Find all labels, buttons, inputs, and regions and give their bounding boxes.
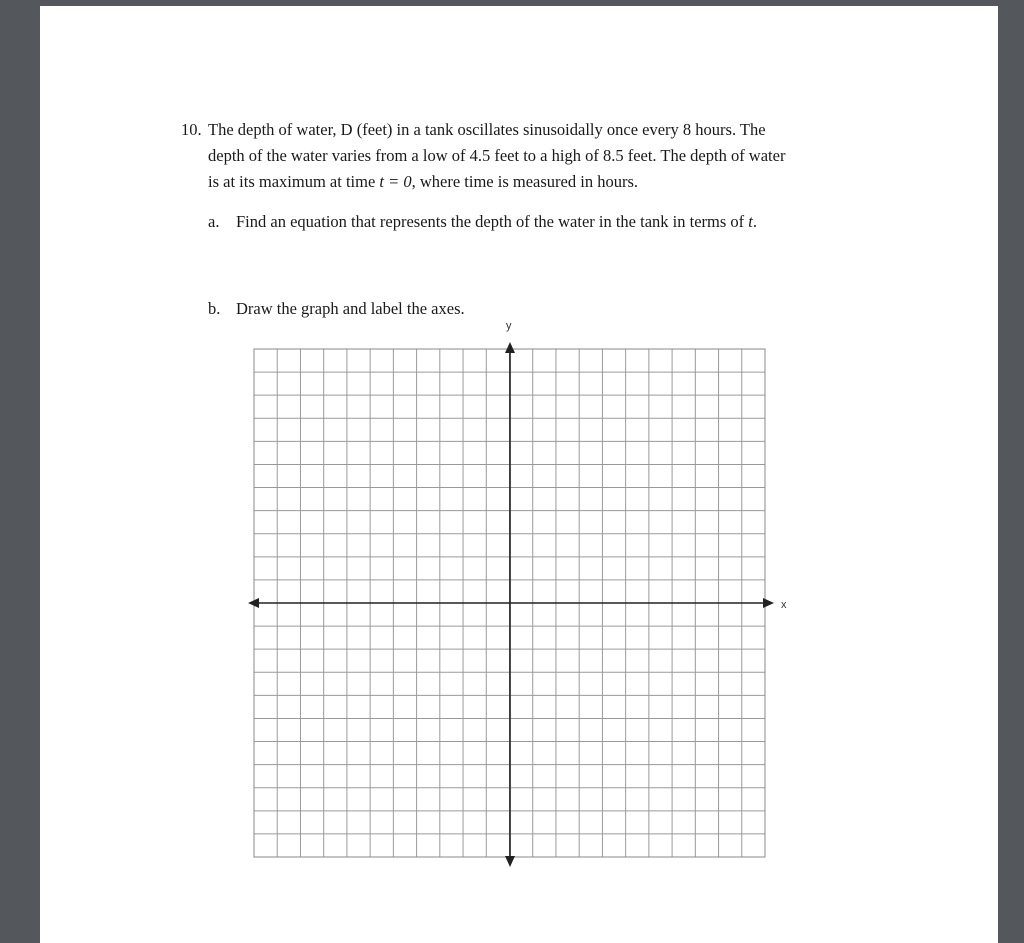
problem-line-3-end: , where time is measured in hours. bbox=[411, 172, 638, 191]
y-axis-label: y bbox=[506, 320, 512, 332]
part-a-period: . bbox=[752, 212, 757, 231]
part-a-letter: a. bbox=[208, 212, 220, 231]
part-b-text: Draw the graph and label the axes. bbox=[236, 299, 465, 318]
part-a-prompt: Find an equation that represents the depth of the water in the tank in terms of bbox=[236, 212, 749, 231]
time-equation: t = 0 bbox=[379, 172, 412, 191]
x-axis-right-arrow bbox=[763, 598, 774, 608]
x-axis-label: x bbox=[781, 599, 787, 611]
graph-paper[interactable] bbox=[40, 6, 998, 943]
problem-line-3-start: is at its maximum at time bbox=[208, 172, 380, 191]
part-a-variable: t bbox=[748, 212, 753, 231]
problem-line-1: The depth of water, D (feet) in a tank oscillates sinusoidally once every 8 hours. The bbox=[208, 120, 766, 139]
y-axis-top-arrow bbox=[505, 342, 515, 353]
part-b-letter: b. bbox=[208, 299, 221, 318]
document-page bbox=[40, 6, 998, 943]
problem-number: 10. bbox=[181, 120, 202, 139]
problem-line-2: depth of the water varies from a low of 4.5 feet to a high of 8.5 feet. The depth of water bbox=[208, 146, 786, 165]
y-axis-bottom-arrow bbox=[505, 856, 515, 867]
